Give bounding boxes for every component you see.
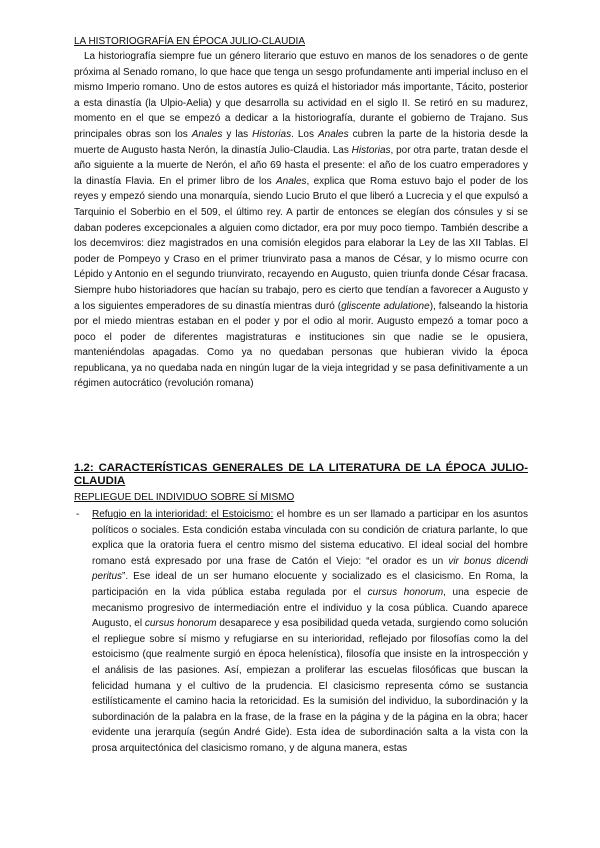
list-item-text xyxy=(92,507,528,757)
text-run: , explica que Roma estuvo bajo el poder de los reyes y empezó siendo una monarquía, siendo Lucio Bruto el que liberó a Lucrecia y el que expulsó a Tarquinio el Soberbio en el 509, el último rey. A partir de entonces se elegían dos cónsules y si se daban poderes excepcionales a alguien como dictador, era por muy poco tiempo. También describe a los decemviros: diez magistrados en una comisión elegidos para elaborar la Ley de las XII Tablas. El poder de Pompeyo y Craso en el primer triunvirato pasa a manos de César, y lo mismo ocurre con Lépido y Antonio en el segundo triunvirato, recayendo en Augusto, quien triunfa donde César fracasa. Siempre hubo historiadores que hacían su trabajo, pero es cierto que tendían a favorecer a Augusto y a los siguientes emperadores de su dinastía mientras duró ( xyxy=(74,175,528,312)
text-run: , una especie de mecanismo progresivo de intermediación entre el individuo y la cosa pública. Cuando aparece Augusto, el xyxy=(92,586,529,630)
historiography-paragraph xyxy=(74,49,528,392)
text-run: ), falseando la historia por el miedo mientras estaban en el poder y por el odio al morir. Augusto empezó a tomar poco a poco el poder de diferentes magistraturas e instituciones sin que nadie se le opusiera, manteniéndolas apagadas. Como ya no quedaban personas que hubieran vivido la época republicana, ya no quedaba nada en ningún lugar de la vieja integridad y se pasa definitivamente a un régimen autocrático (revolución romana) xyxy=(74,300,528,390)
bullet-list xyxy=(74,507,528,757)
text-run: ”. Ese ideal de un ser humano elocuente y socializado es el clasicismo. En Roma, la participación en la vida pública estaba regulada por el xyxy=(92,571,528,598)
italic-term: Historias xyxy=(252,128,292,140)
text-run: el hombre es un ser llamado a participar en los asuntos políticos o sociales. Esta condición estaba vinculada con su condición de criatura parlante, lo que explica que la oratoria fuera el centro mismo del sistema educativo. El ideal social del hombre romano está expresado por una frase de Catón el Viejo: “el orador es un xyxy=(92,509,528,567)
text-run: . Los xyxy=(291,128,318,140)
italic-term: Anales xyxy=(318,128,349,140)
section-heading-1-2: 1.2: CARACTERÍSTICAS GENERALES DE LA LITERATURA DE LA ÉPOCA JULIO-CLAUDIA xyxy=(74,462,528,487)
italic-term: gliscente adulatione xyxy=(341,300,430,312)
italic-term: Anales xyxy=(191,128,223,140)
text-run: desaparece y esa posibilidad queda vetada, surgiendo como solución el repliegue sobre sí mismo y refugiarse en su interioridad, reflejado por filosofías como la del estoicismo (que realmente surgió en época helenística), filosofía que insiste en la introspección y el análisis de las pasiones. Así, empiezan a proliferar las escuelas filosóficas que buscan la felicidad humana y el cultivo de la prudencia. El clasicismo representa cómo se sustancia estilísticamente el camino hacia la retoricidad. Es la sumisión del individuo, la subordinación y la subordinación de la palabra en la frase, de la frase en la página y de la página en la obra; hacer evidente una jerarquía (según André Gide). Esta idea de subordinación salta a la vista con la prosa arquitectónica del clasicismo romano, y de alguna manera, estas xyxy=(92,618,528,754)
italic-term: Anales xyxy=(275,175,307,187)
subheading: REPLIEGUE DEL INDIVIDUO SOBRE SÍ MISMO xyxy=(74,492,295,503)
text-run: y las xyxy=(222,128,253,140)
text-run: La historiografía siempre fue un género literario que estuvo en manos de los senadores o de gente próxima al Senado romano, lo que hace que tenga un sesgo profundamente anti imperial incluso en el mismo Imperio romano. Uno de estos autores es quizá el historiador más importante, Tácito, posterior a esta dinastía (la Ulpio-Aelia) y que desarrolla su actividad en el siglo II. Se retiró en su madurez, momento en el que se empezó a dedicar a la historiografía, durante el gobierno de Trajano. Sus principales obras son los xyxy=(74,51,528,140)
italic-term: cursus honorum xyxy=(144,618,217,630)
list-dash: - xyxy=(76,509,80,520)
italic-term: vir bonus dicendi peritus xyxy=(92,555,529,583)
list-item-label: Refugio en la interioridad: el Estoicismo: xyxy=(92,509,274,520)
section-title: LA HISTORIOGRAFÍA EN ÉPOCA JULIO-CLAUDIA xyxy=(74,36,305,47)
italic-term: Historias xyxy=(351,144,391,156)
text-run: , por otra parte, tratan desde el año siguiente a la muerte de Nerón, el año 69 hasta el presente: el año de los cuatro emperadores y la dinastía Flavia. En el primer libro de los xyxy=(74,144,528,187)
text-run: cubren la parte de la historia desde la muerte de Augusto hasta Nerón, la dinastía Julio-Claudia. Las xyxy=(74,128,528,156)
list-item xyxy=(74,507,528,757)
italic-term: cursus honorum xyxy=(367,586,444,598)
